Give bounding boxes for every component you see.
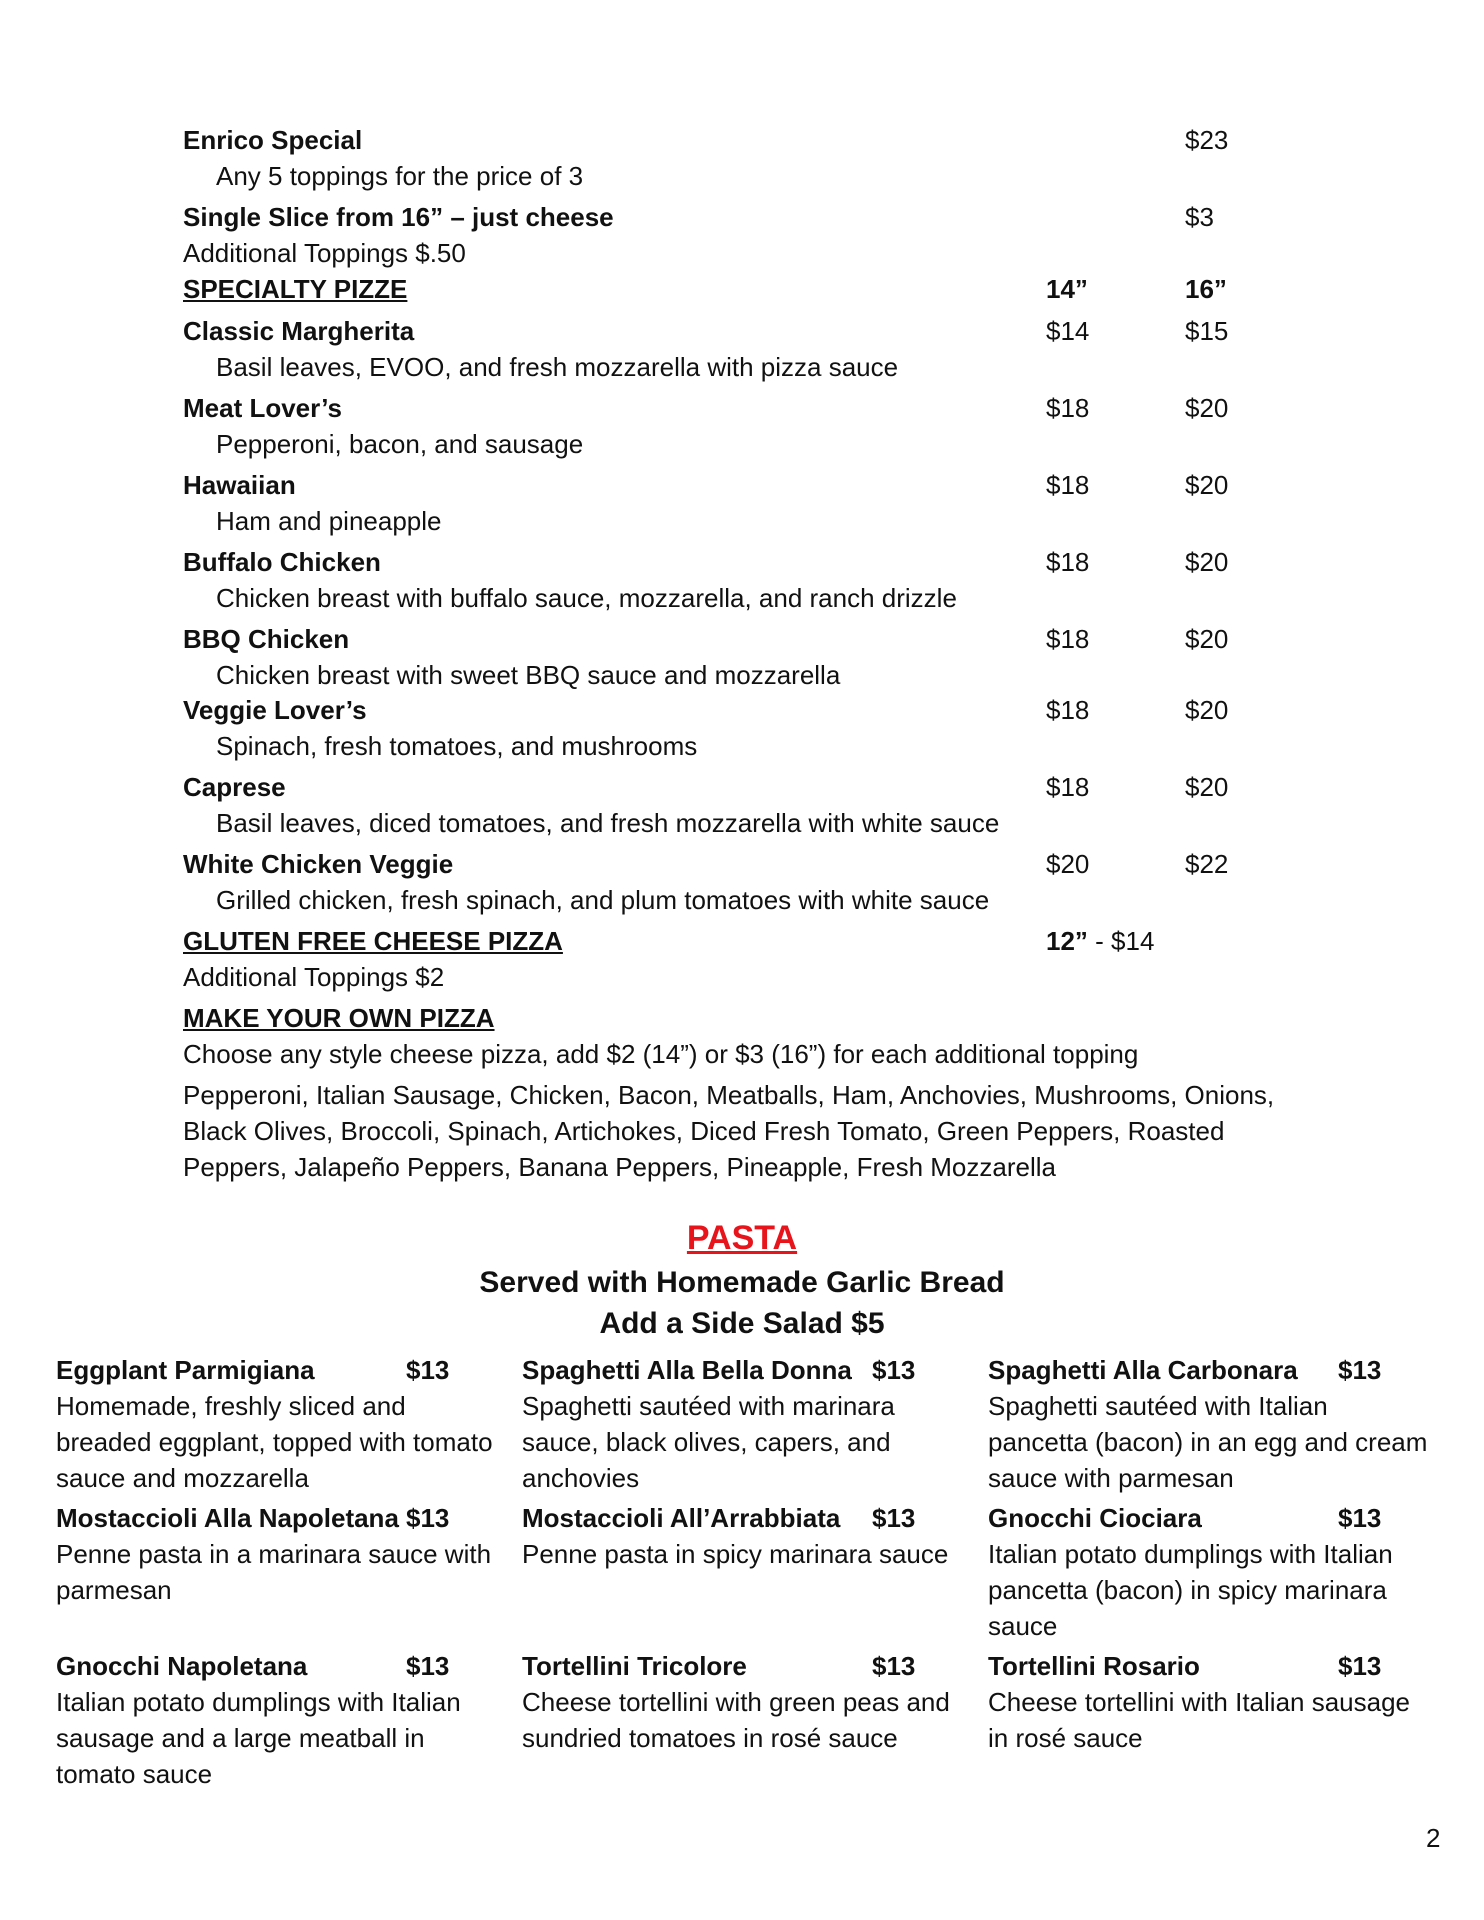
dish-name: Mostaccioli Alla Napoletana — [56, 1503, 399, 1533]
menu-item — [183, 692, 1333, 728]
dish-price: $13 — [1338, 1651, 1382, 1681]
topping-list-line: Pepperoni, Italian Sausage, Chicken, Bacon, Meatballs, Ham, Anchovies, Mushrooms, Onions, — [183, 1080, 1275, 1110]
item-name: Meat Lover’s — [183, 393, 342, 423]
price-14: $14 — [1046, 316, 1090, 346]
menu-item — [183, 621, 1333, 657]
dish-name: Mostaccioli All’Arrabbiata — [522, 1503, 841, 1533]
price-14: $18 — [1046, 624, 1090, 654]
pasta-title: PASTA — [686, 1219, 798, 1257]
make-your-own-description: Choose any style cheese pizza, add $2 (14”) or $3 (16”) for each additional topping — [183, 1039, 1139, 1069]
dish-description: Homemade, freshly sliced and breaded eggplant, topped with tomato sauce and mozzarella — [56, 1391, 493, 1493]
price-16: $20 — [1185, 547, 1229, 577]
price-16: $22 — [1185, 849, 1229, 879]
item-name: Veggie Lover’s — [183, 695, 367, 725]
item-description: Basil leaves, diced tomatoes, and fresh mozzarella with white sauce — [216, 808, 1000, 838]
dish-price: $13 — [872, 1355, 916, 1385]
specialty-header-row — [183, 271, 1333, 307]
menu-item — [183, 313, 1333, 349]
item-name: Enrico Special — [183, 125, 363, 155]
enrico-special-row — [183, 122, 1333, 158]
single-slice-row — [183, 199, 1333, 235]
item-name: Caprese — [183, 772, 286, 802]
price-16: $20 — [1185, 772, 1229, 802]
item-description: Ham and pineapple — [216, 506, 442, 536]
pasta-side-salad: Add a Side Salad $5 — [599, 1307, 885, 1340]
dish-description: Italian potato dumplings with Italian pancetta (bacon) in spicy marinara sauce — [988, 1539, 1393, 1641]
dish-price: $13 — [1338, 1503, 1382, 1533]
item-name: BBQ Chicken — [183, 624, 350, 654]
dish-name: Tortellini Rosario — [988, 1651, 1200, 1681]
price-14: $18 — [1046, 772, 1090, 802]
dish-price: $13 — [872, 1503, 916, 1533]
gluten-free-amount: - $14 — [1087, 926, 1155, 956]
price-16: $15 — [1185, 316, 1229, 346]
dish-price: $13 — [872, 1651, 916, 1681]
item-description: Grilled chicken, fresh spinach, and plum tomatoes with white sauce — [216, 885, 990, 915]
dish-description: Penne pasta in spicy marinara sauce — [522, 1539, 949, 1569]
price-14: $18 — [1046, 547, 1090, 577]
dish-name: Gnocchi Ciociara — [988, 1503, 1202, 1533]
dish-description: Spaghetti sautéed with marinara sauce, black olives, capers, and anchovies — [522, 1391, 895, 1493]
gluten-free-row — [183, 923, 1333, 959]
item-name: Classic Margherita — [183, 316, 415, 346]
item-description: Pepperoni, bacon, and sausage — [216, 429, 584, 459]
dish-price: $13 — [406, 1355, 450, 1385]
gluten-free-price — [1046, 923, 1154, 959]
dish-name: Gnocchi Napoletana — [56, 1651, 308, 1681]
page-number: 2 — [1426, 1823, 1441, 1853]
dish-name: Tortellini Tricolore — [522, 1651, 747, 1681]
price-14: $18 — [1046, 695, 1090, 725]
dish-price: $13 — [1338, 1355, 1382, 1385]
dish-name: Spaghetti Alla Bella Donna — [522, 1355, 852, 1385]
item-description: Chicken breast with buffalo sauce, mozzarella, and ranch drizzle — [216, 583, 957, 613]
additional-toppings-note: Additional Toppings $.50 — [183, 238, 466, 268]
section-heading: GLUTEN FREE CHEESE PIZZA — [183, 926, 563, 956]
price-14: $20 — [1046, 849, 1090, 879]
dish-name: Spaghetti Alla Carbonara — [988, 1355, 1298, 1385]
item-name: Buffalo Chicken — [183, 547, 381, 577]
gluten-free-toppings-note: Additional Toppings $2 — [183, 962, 445, 992]
item-description: Spinach, fresh tomatoes, and mushrooms — [216, 731, 698, 761]
menu-item — [183, 769, 1333, 805]
topping-list-line: Peppers, Jalapeño Peppers, Banana Peppers, Pineapple, Fresh Mozzarella — [183, 1152, 1056, 1182]
dish-description: Penne pasta in a marinara sauce with parmesan — [56, 1539, 492, 1605]
size-16-heading: 16” — [1185, 274, 1227, 304]
make-your-own-heading: MAKE YOUR OWN PIZZA — [183, 1003, 495, 1033]
price-14: $18 — [1046, 470, 1090, 500]
section-heading: SPECIALTY PIZZE — [183, 274, 408, 304]
dish-price: $13 — [406, 1503, 450, 1533]
gluten-free-size: 12” — [1046, 926, 1088, 956]
dish-description: Italian potato dumplings with Italian sausage and a large meatball in tomato sauce — [56, 1687, 461, 1789]
topping-list-line: Black Olives, Broccoli, Spinach, Artichokes, Diced Fresh Tomato, Green Peppers, Roasted — [183, 1116, 1225, 1146]
size-14-heading: 14” — [1046, 274, 1088, 304]
item-description: Any 5 toppings for the price of 3 — [216, 161, 584, 191]
item-description: Chicken breast with sweet BBQ sauce and mozzarella — [216, 660, 841, 690]
item-price: $3 — [1185, 202, 1214, 232]
dish-name: Eggplant Parmigiana — [56, 1355, 315, 1385]
price-14: $18 — [1046, 393, 1090, 423]
price-16: $20 — [1185, 470, 1229, 500]
price-16: $20 — [1185, 695, 1229, 725]
item-name: Single Slice from 16” – just cheese — [183, 202, 614, 232]
dish-description: Spaghetti sautéed with Italian pancetta (bacon) in an egg and cream sauce with parmesan — [988, 1391, 1428, 1493]
dish-description: Cheese tortellini with green peas and sundried tomatoes in rosé sauce — [522, 1687, 950, 1753]
menu-item — [183, 846, 1333, 882]
price-16: $20 — [1185, 624, 1229, 654]
dish-description: Cheese tortellini with Italian sausage in rosé sauce — [988, 1687, 1411, 1753]
menu-item — [183, 467, 1333, 503]
item-price: $23 — [1185, 125, 1229, 155]
price-16: $20 — [1185, 393, 1229, 423]
dish-price: $13 — [406, 1651, 450, 1681]
pasta-subtitle: Served with Homemade Garlic Bread — [479, 1266, 1005, 1299]
item-name: Hawaiian — [183, 470, 296, 500]
item-name: White Chicken Veggie — [183, 849, 454, 879]
item-description: Basil leaves, EVOO, and fresh mozzarella with pizza sauce — [216, 352, 899, 382]
menu-item — [183, 544, 1333, 580]
menu-item — [183, 390, 1333, 426]
